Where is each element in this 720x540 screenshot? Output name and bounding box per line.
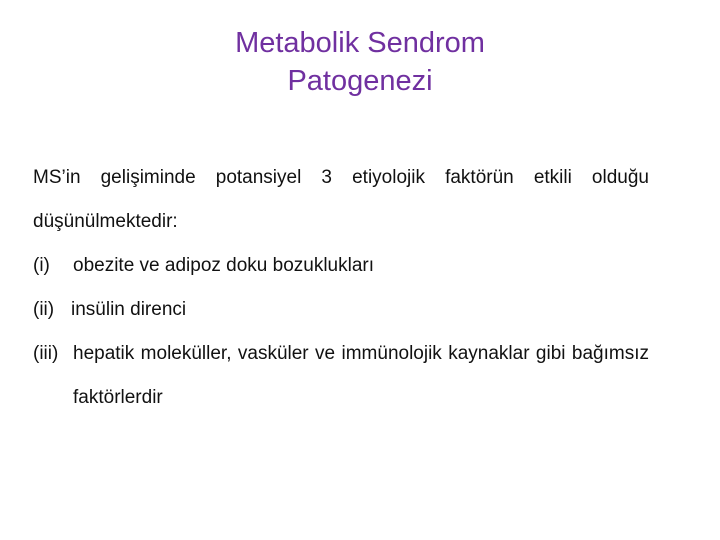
list-item [33,244,649,288]
list-item-text: insülin direnci [71,299,187,320]
list-item-text: obezite ve adipoz doku bozuklukları [73,255,375,276]
list-item [33,288,649,332]
list-item [33,332,649,420]
slide-body [33,156,649,420]
slide-title [0,24,720,100]
list-item-text: hepatik moleküller, vasküler ve immünolojik kaynaklar gibi bağımsız faktörlerdir [73,343,649,408]
intro-paragraph: MS’in gelişiminde potansiyel 3 etiyolojik faktörün etkili olduğu düşünülmektedir: [33,167,649,232]
list-marker: (ii) [33,299,55,320]
title-line-2: Patogenezi [287,65,433,97]
title-line-1: Metabolik Sendrom [235,27,485,59]
list-marker: (iii) [33,343,59,364]
list-marker: (i) [33,255,50,276]
